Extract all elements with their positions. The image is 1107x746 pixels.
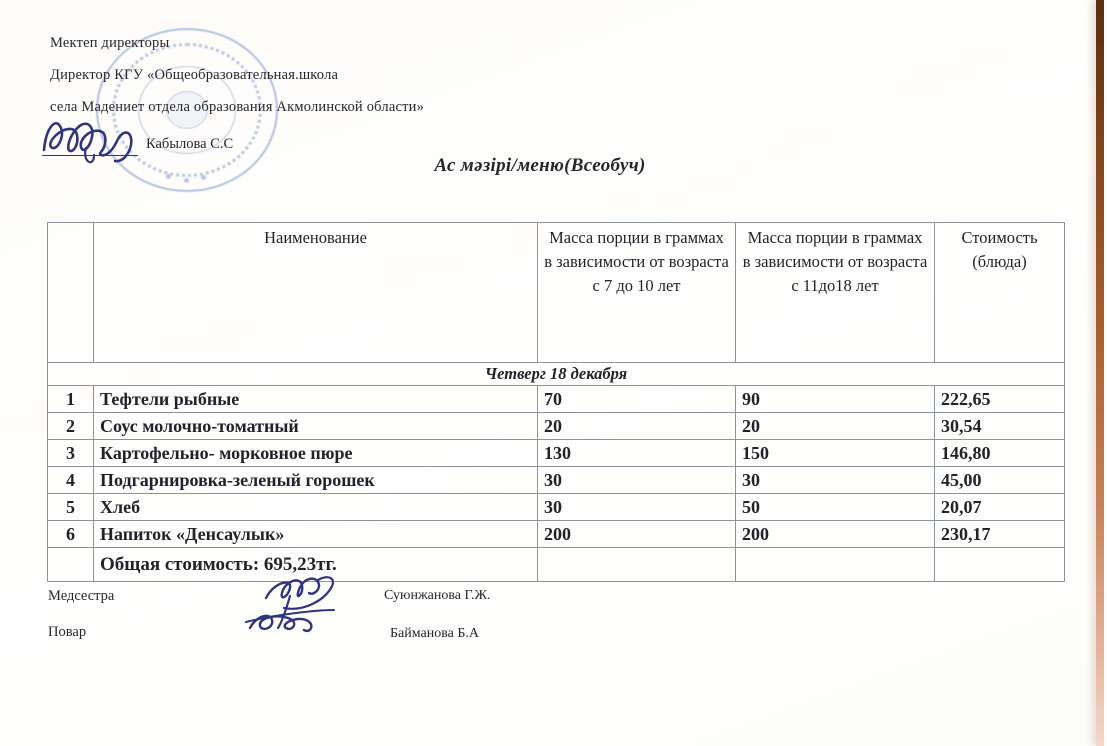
mass-11-18-cell: 30 xyxy=(736,467,935,494)
mass-7-10-cell: 30 xyxy=(538,494,736,521)
page-title: Ас мәзірі/меню(Всеобуч) xyxy=(434,155,646,176)
dish-name-cell: Подгарнировка-зеленый горошек xyxy=(94,467,538,494)
dish-name-cell: Хлеб xyxy=(94,494,538,521)
mass-7-10-cell: 70 xyxy=(538,386,736,413)
row-number: 4 xyxy=(48,467,94,494)
price-cell: 222,65 xyxy=(935,386,1065,413)
mass-11-18-cell: 150 xyxy=(736,440,935,467)
col-header-name: Наименование xyxy=(94,223,538,363)
mass-7-10-cell: 20 xyxy=(538,413,736,440)
row-number: 5 xyxy=(48,494,94,521)
header-line: села Мадениет отдела образования Акмолинской области» xyxy=(50,99,425,115)
row-number: 6 xyxy=(48,521,94,548)
price-cell: 230,17 xyxy=(935,521,1065,548)
nurse-name: Суюнжанова Г.Ж. xyxy=(384,588,491,603)
col-header-mass-7-10: Масса порции в граммах в зависимости от возраста с 7 до 10 лет xyxy=(538,223,736,363)
table-row xyxy=(48,413,1065,440)
scan-edge-shadow xyxy=(1096,0,1104,746)
total-row xyxy=(48,548,1065,582)
mass-7-10-cell: 30 xyxy=(538,467,736,494)
cook-name: Байманова Б.А xyxy=(390,626,480,641)
stamp-dot xyxy=(184,178,189,183)
total-empty-num xyxy=(48,548,94,582)
dish-name-cell: Картофельно- морковное пюре xyxy=(94,440,538,467)
table-row xyxy=(48,467,1065,494)
table-row xyxy=(48,521,1065,548)
dish-name-cell: Соус молочно-томатный xyxy=(94,413,538,440)
dish-name-cell: Напиток «Денсаулык» xyxy=(94,521,538,548)
col-header-price: Стоимость (блюда) xyxy=(935,223,1065,363)
total-label: Общая стоимость: 695,23тг. xyxy=(94,548,538,582)
section-row xyxy=(48,363,1065,386)
row-number: 1 xyxy=(48,386,94,413)
table-row xyxy=(48,440,1065,467)
total-empty-cell xyxy=(538,548,736,582)
nurse-role-label: Медсестра xyxy=(48,588,115,604)
header-line: Мектеп директоры xyxy=(50,35,170,51)
director-signature-ink xyxy=(38,108,156,170)
header-line: Директор КГУ «Общеобразовательная.школа xyxy=(50,67,339,83)
nurse-cook-signature-ink xyxy=(238,570,368,648)
table-row xyxy=(48,386,1065,413)
mass-11-18-cell: 90 xyxy=(736,386,935,413)
footer-signatures-ink xyxy=(238,570,368,648)
table-header-row xyxy=(48,223,1065,363)
mass-7-10-cell: 130 xyxy=(538,440,736,467)
section-title: Четверг 18 декабря xyxy=(48,363,1065,386)
row-number: 3 xyxy=(48,440,94,467)
director-signature-block xyxy=(38,112,298,167)
mass-11-18-cell: 200 xyxy=(736,521,935,548)
stamp-dot xyxy=(201,175,206,180)
dish-name-cell: Тефтели рыбные xyxy=(94,386,538,413)
mass-11-18-cell: 20 xyxy=(736,413,935,440)
cook-role-label: Повар xyxy=(48,624,87,640)
price-cell: 45,00 xyxy=(935,467,1065,494)
col-header-mass-11-18: Масса порции в граммах в зависимости от возраста с 11до18 лет xyxy=(736,223,935,363)
menu-table xyxy=(47,222,1065,582)
total-empty-cell xyxy=(935,548,1065,582)
stamp-dot xyxy=(166,174,171,179)
row-number: 2 xyxy=(48,413,94,440)
director-name: Кабылова С.С xyxy=(146,136,234,152)
price-cell: 146,80 xyxy=(935,440,1065,467)
price-cell: 20,07 xyxy=(935,494,1065,521)
price-cell: 30,54 xyxy=(935,413,1065,440)
col-header-num xyxy=(48,223,94,363)
mass-7-10-cell: 200 xyxy=(538,521,736,548)
table-row xyxy=(48,494,1065,521)
mass-11-18-cell: 50 xyxy=(736,494,935,521)
total-empty-cell xyxy=(736,548,935,582)
signature-line xyxy=(42,155,138,156)
